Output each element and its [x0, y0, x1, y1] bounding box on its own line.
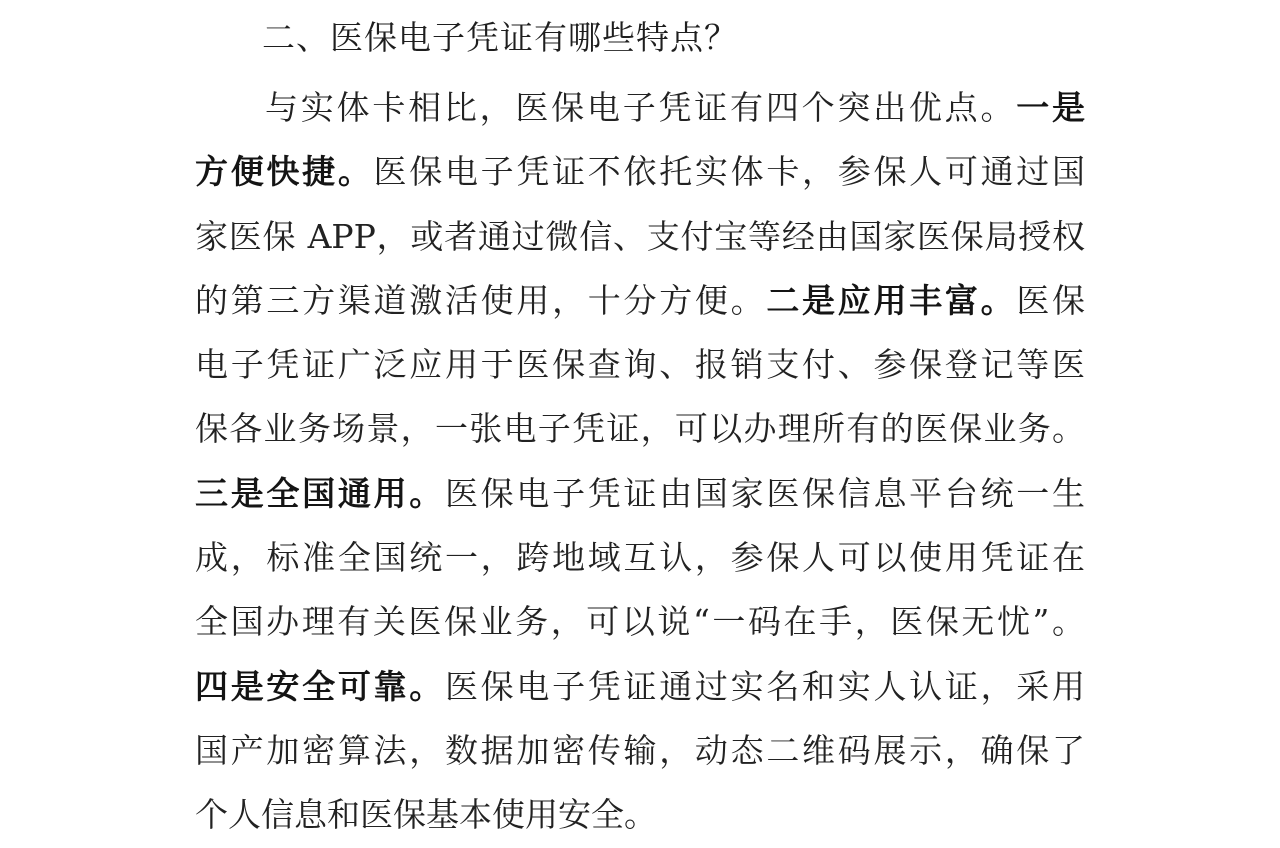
text-segment: 电子凭证广泛应用于医保查询、报销支付、参保登记等医 — [195, 345, 1085, 385]
text-segment: 个人信息和医保基本使用安全。 — [195, 795, 657, 835]
text-segment: 医保电子凭证不依托实体卡，参保人可通过国 — [373, 152, 1085, 192]
paragraph-line — [195, 76, 1085, 140]
paragraph-line — [195, 655, 1085, 719]
text-segment: 医保 — [1016, 280, 1085, 320]
text-segment: 与实体卡相比，医保电子凭证有四个突出优点。 — [265, 88, 1017, 127]
text-segment: 医保电子凭证由国家医保信息平台统一生 — [444, 473, 1085, 513]
text-segment: 成，标准全国统一，跨地域互认，参保人可以使用凭证在 — [195, 538, 1085, 578]
paragraph-line — [195, 526, 1085, 590]
paragraph-line — [195, 205, 1085, 269]
text-segment: 的第三方渠道激活使用，十分方便。 — [195, 280, 767, 320]
paragraph-line — [195, 333, 1085, 397]
paragraph-line — [195, 783, 1085, 847]
paragraph-line — [195, 397, 1085, 461]
section-heading: 二、医保电子凭证有哪些特点？ — [262, 18, 738, 57]
text-segment: 全国办理有关医保业务，可以说“一码在手，医保无忧”。 — [195, 602, 1085, 642]
bold-phrase: 二是应用丰富。 — [766, 280, 1017, 320]
text-segment: 家医保 APP，或者通过微信、支付宝等经由国家医保局授权 — [195, 216, 1085, 256]
paragraph-line — [195, 140, 1085, 204]
text-segment: 保各业务场景，一张电子凭证，可以办理所有的医保业务。 — [195, 409, 1085, 449]
bold-phrase: 四是安全可靠。 — [195, 666, 445, 706]
bold-phrase: 三是全国通用。 — [195, 473, 445, 513]
text-segment: 医保电子凭证通过实名和实人认证，采用 — [444, 666, 1085, 706]
paragraph-line — [195, 462, 1085, 526]
paragraph-line — [195, 269, 1085, 333]
body-paragraph — [195, 76, 1085, 848]
bold-phrase: 一是 — [1016, 88, 1085, 127]
bold-phrase: 方便快捷。 — [195, 152, 374, 192]
paragraph-line — [195, 590, 1085, 654]
paragraph-line — [195, 719, 1085, 783]
text-segment: 国产加密算法，数据加密传输，动态二维码展示，确保了 — [195, 730, 1085, 770]
